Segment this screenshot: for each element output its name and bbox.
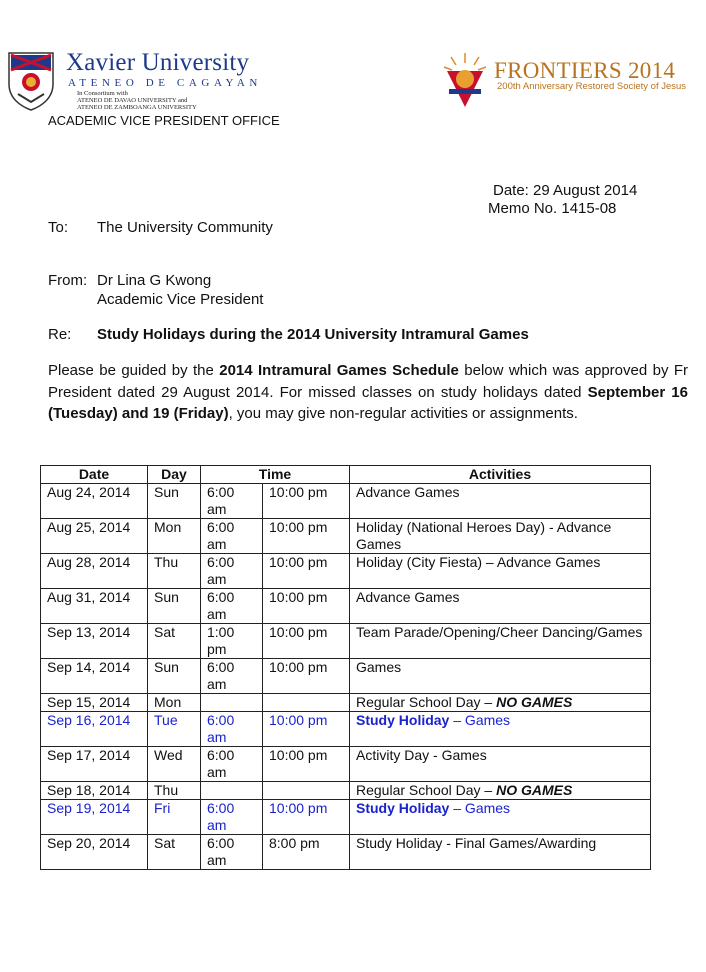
- table-row: [41, 694, 651, 712]
- cell-activity: [350, 554, 651, 589]
- cell-end-time: 10:00 pm: [263, 624, 350, 659]
- cell-day: Mon: [148, 694, 201, 712]
- cell-day: Tue: [148, 712, 201, 747]
- activity-text: Study Holiday - Final Games/Awarding: [356, 835, 597, 851]
- cell-activity: [350, 712, 651, 747]
- cell-end-time: 10:00 pm: [263, 659, 350, 694]
- from-title: Academic Vice President: [97, 291, 264, 308]
- body-text-schedule: 2014 Intramural Games Schedule: [219, 362, 459, 379]
- schedule-table: [40, 465, 651, 870]
- body-text-2: below which was approved by Fr President dated 29 August 2014. For missed classes on study holidays dated: [48, 362, 688, 401]
- header-activities: Activities: [350, 466, 651, 484]
- cell-activity: [350, 484, 651, 519]
- cell-end-time: 10:00 pm: [263, 589, 350, 624]
- memo-number: Memo No. 1415-08: [488, 200, 617, 217]
- table-row: [41, 519, 651, 554]
- body-text-dates: September 16 (Tuesday) and 19 (Friday): [48, 383, 688, 422]
- cell-end-time: 10:00 pm: [263, 554, 350, 589]
- cell-date: Sep 15, 2014: [41, 694, 148, 712]
- cell-day: Sun: [148, 484, 201, 519]
- consortium-line-1: In Consortium with: [77, 90, 128, 97]
- cell-activity: [350, 519, 651, 554]
- cell-end-time: 8:00 pm: [263, 835, 350, 870]
- activity-text: – Games: [449, 712, 511, 728]
- cell-end-time: 10:00 pm: [263, 712, 350, 747]
- cell-start-time: 6:00 am: [201, 589, 263, 624]
- cell-day: Wed: [148, 747, 201, 782]
- cell-end-time: 10:00 pm: [263, 484, 350, 519]
- cell-day: Thu: [148, 782, 201, 800]
- memo-date: Date: 29 August 2014: [493, 182, 638, 199]
- university-subtitle: ATENEO DE CAGAYAN: [68, 77, 262, 89]
- cell-start-time: 1:00 pm: [201, 624, 263, 659]
- header-day: Day: [148, 466, 201, 484]
- cell-day: Sun: [148, 659, 201, 694]
- cell-start-time: 6:00 am: [201, 659, 263, 694]
- cell-date: Aug 31, 2014: [41, 589, 148, 624]
- activity-text: Activity Day - Games: [356, 747, 487, 763]
- header-date: Date: [41, 466, 148, 484]
- body-text-3: , you may give non-regular activities or assignments.: [228, 405, 578, 422]
- activity-text: Regular School Day –: [356, 782, 497, 798]
- cell-end-time: 10:00 pm: [263, 519, 350, 554]
- university-name: Xavier University: [66, 49, 250, 76]
- cell-activity: [350, 747, 651, 782]
- activity-emphasis: Study Holiday: [356, 712, 450, 728]
- activity-text: Holiday (National Heroes Day) - Advance Games: [356, 519, 612, 552]
- cell-start-time: 6:00 am: [201, 519, 263, 554]
- table-row: [41, 589, 651, 624]
- cell-start-time: 6:00 am: [201, 800, 263, 835]
- cell-activity: [350, 835, 651, 870]
- header-time: Time: [201, 466, 350, 484]
- cell-start-time: 6:00 am: [201, 484, 263, 519]
- table-row: [41, 835, 651, 870]
- table-header-row: [41, 466, 651, 484]
- cell-day: Sat: [148, 835, 201, 870]
- subject-line: Study Holidays during the 2014 University Intramural Games: [97, 326, 529, 343]
- cell-date: Sep 16, 2014: [41, 712, 148, 747]
- office-name: ACADEMIC VICE PRESIDENT OFFICE: [48, 113, 280, 128]
- consortium-line-2: ATENEO DE DAVAO UNIVERSITY and: [77, 97, 188, 104]
- cell-end-time: [263, 694, 350, 712]
- activity-text: Holiday (City Fiesta) – Advance Games: [356, 554, 601, 570]
- schedule-body: [41, 484, 651, 870]
- activity-text: Team Parade/Opening/Cheer Dancing/Games: [356, 624, 643, 640]
- cell-activity: [350, 659, 651, 694]
- table-row: [41, 800, 651, 835]
- activity-text: Advance Games: [356, 589, 460, 605]
- activity-text: Advance Games: [356, 484, 460, 500]
- table-row: [41, 747, 651, 782]
- cell-date: Aug 25, 2014: [41, 519, 148, 554]
- no-games-emphasis: NO GAMES: [496, 694, 573, 710]
- table-row: [41, 484, 651, 519]
- cell-start-time: 6:00 am: [201, 747, 263, 782]
- cell-activity: [350, 800, 651, 835]
- cell-start-time: 6:00 am: [201, 712, 263, 747]
- table-row: [41, 712, 651, 747]
- to-value: The University Community: [97, 219, 273, 236]
- re-label: Re:: [48, 326, 72, 343]
- cell-start-time: 6:00 am: [201, 835, 263, 870]
- cell-day: Thu: [148, 554, 201, 589]
- activity-text: – Games: [449, 800, 511, 816]
- activity-emphasis: Study Holiday: [356, 800, 450, 816]
- cell-activity: [350, 694, 651, 712]
- cell-activity: [350, 624, 651, 659]
- activity-text: Regular School Day –: [356, 694, 497, 710]
- body-paragraph: [48, 360, 688, 425]
- table-row: [41, 554, 651, 589]
- cell-end-time: 10:00 pm: [263, 800, 350, 835]
- cell-start-time: [201, 782, 263, 800]
- frontiers-emblem-icon: [441, 51, 489, 109]
- frontiers-title: FRONTIERS 2014: [494, 58, 676, 83]
- cell-end-time: 10:00 pm: [263, 747, 350, 782]
- cell-date: Sep 17, 2014: [41, 747, 148, 782]
- cell-end-time: [263, 782, 350, 800]
- frontiers-subtitle: 200th Anniversary Restored Society of Jesus: [497, 81, 687, 92]
- cell-date: Sep 18, 2014: [41, 782, 148, 800]
- no-games-emphasis: NO GAMES: [496, 782, 573, 798]
- cell-day: Fri: [148, 800, 201, 835]
- table-row: [41, 659, 651, 694]
- xavier-university-seal-icon: [6, 50, 56, 112]
- from-name: Dr Lina G Kwong: [97, 272, 212, 289]
- cell-start-time: 6:00 am: [201, 554, 263, 589]
- cell-start-time: [201, 694, 263, 712]
- from-label: From:: [48, 272, 88, 289]
- cell-activity: [350, 782, 651, 800]
- cell-day: Mon: [148, 519, 201, 554]
- cell-activity: [350, 589, 651, 624]
- cell-date: Sep 20, 2014: [41, 835, 148, 870]
- activity-text: Games: [356, 659, 402, 675]
- table-row: [41, 624, 651, 659]
- cell-day: Sat: [148, 624, 201, 659]
- to-label: To:: [48, 219, 69, 236]
- consortium-line-3: ATENEO DE ZAMBOANGA UNIVERSITY: [77, 104, 197, 111]
- cell-date: Sep 14, 2014: [41, 659, 148, 694]
- cell-date: Aug 24, 2014: [41, 484, 148, 519]
- cell-date: Sep 13, 2014: [41, 624, 148, 659]
- cell-date: Aug 28, 2014: [41, 554, 148, 589]
- table-row: [41, 782, 651, 800]
- cell-day: Sun: [148, 589, 201, 624]
- body-text-1: Please be guided by the: [48, 362, 220, 379]
- cell-date: Sep 19, 2014: [41, 800, 148, 835]
